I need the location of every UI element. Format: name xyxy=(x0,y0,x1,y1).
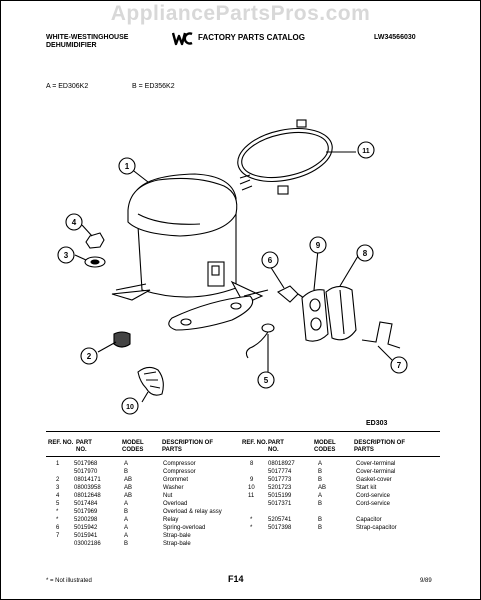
part-cell: 08012648 xyxy=(74,493,101,499)
callout-10-label: 10 xyxy=(126,404,134,411)
part-cell: 5015199 xyxy=(268,493,292,499)
catalog-number: LW34566030 xyxy=(374,34,416,41)
compressor-drawing xyxy=(112,174,262,330)
part-cell: 5201723 xyxy=(268,485,292,491)
ref-cell: 7 xyxy=(56,533,60,539)
watermark: AppliancePartsPros.com xyxy=(110,2,371,25)
desc-cell: Cover-terminal xyxy=(356,461,396,467)
ref-cell: 5 xyxy=(56,501,60,507)
part-cell: 5017773 xyxy=(268,477,292,483)
brand-line-1: WHITE-WESTINGHOUSE xyxy=(46,34,129,41)
strap-bale-drawing xyxy=(362,322,400,348)
model-cell: A xyxy=(124,517,129,523)
part-cell: 5017371 xyxy=(268,501,292,507)
model-a-label: A = ED306K2 xyxy=(46,83,89,90)
callout-3-label: 3 xyxy=(63,251,69,260)
header-ref-no-right: REF. NO. xyxy=(242,440,268,446)
nut-washer-drawing xyxy=(85,233,105,267)
part-cell: 5017969 xyxy=(74,509,98,515)
desc-cell: Start kit xyxy=(356,485,377,491)
part-cell: 5017484 xyxy=(74,501,98,507)
ref-cell: * xyxy=(250,517,253,523)
header-model-codes-right: MODEL CODES xyxy=(314,440,336,453)
part-cell: 5017970 xyxy=(74,469,98,475)
model-cell: B xyxy=(124,541,129,547)
desc-cell: Cover-terminal xyxy=(356,469,396,475)
service-cord-drawing xyxy=(233,120,337,194)
model-cell: B xyxy=(318,469,323,475)
model-cell: AB xyxy=(124,477,133,483)
desc-cell: Strap-bale xyxy=(163,533,191,539)
part-cell: 03002186 xyxy=(74,541,101,547)
desc-cell: Overload xyxy=(163,501,188,507)
part-cell: 5015942 xyxy=(74,525,98,531)
desc-cell: Grommet xyxy=(163,477,189,483)
part-cell: 5015941 xyxy=(74,533,98,539)
callout-7-label: 7 xyxy=(396,361,402,370)
catalog-title: FACTORY PARTS CATALOG xyxy=(198,33,305,42)
gasket-drawing xyxy=(302,290,328,341)
callout-8-label: 8 xyxy=(362,249,368,258)
callout-2-label: 2 xyxy=(86,352,92,361)
model-cell: A xyxy=(124,501,129,507)
ref-cell: 3 xyxy=(56,485,60,491)
ref-cell: 8 xyxy=(250,461,254,467)
model-cell: B xyxy=(318,525,323,531)
desc-cell: Overload & relay assy xyxy=(163,509,222,515)
part-cell: 5200298 xyxy=(74,517,98,523)
desc-cell: Gasket-cover xyxy=(356,477,392,483)
part-cell: 08014171 xyxy=(74,477,101,483)
model-cell: AB xyxy=(318,485,327,491)
table-top-rule xyxy=(46,431,440,432)
not-illustrated-note: * = Not illustrated xyxy=(46,578,92,584)
desc-cell: Compressor xyxy=(163,461,196,467)
desc-cell: Nut xyxy=(163,493,173,499)
desc-cell: Strap-bale xyxy=(163,541,191,547)
model-cell: A xyxy=(124,461,129,467)
model-cell: AB xyxy=(124,493,133,499)
callout-1-label: 1 xyxy=(124,162,130,171)
model-cell: B xyxy=(124,509,129,515)
model-cell: B xyxy=(318,501,323,507)
desc-cell: Spring-overload xyxy=(163,525,206,531)
callout-5-label: 5 xyxy=(263,376,269,385)
header-ref-no-left: REF. NO. xyxy=(48,440,74,446)
table-header-rule xyxy=(46,456,440,457)
model-cell: B xyxy=(318,517,323,523)
page-number: F14 xyxy=(228,574,244,584)
model-cell: B xyxy=(124,469,129,475)
overload-drawing xyxy=(278,286,304,302)
ref-cell: 11 xyxy=(248,493,255,499)
grommet-drawing xyxy=(114,332,130,347)
ref-cell: 9 xyxy=(250,477,254,483)
ref-cell: 4 xyxy=(56,493,60,499)
ref-cell: 6 xyxy=(56,525,60,531)
model-cell: A xyxy=(124,533,129,539)
ref-cell: 2 xyxy=(56,477,60,483)
spring-overload-drawing xyxy=(246,324,274,358)
callout-11-label: 11 xyxy=(362,148,370,155)
desc-cell: Compressor xyxy=(163,469,196,475)
model-cell: B xyxy=(318,477,323,483)
ref-cell: 10 xyxy=(248,485,255,491)
header-description-right: DESCRIPTION OF PARTS xyxy=(354,440,406,453)
desc-cell: Relay xyxy=(163,517,179,523)
callout-4-label: 4 xyxy=(71,218,77,227)
model-cell: A xyxy=(318,493,323,499)
part-cell: 5017774 xyxy=(268,469,292,475)
part-cell: 5017968 xyxy=(74,461,98,467)
ref-cell: * xyxy=(56,509,59,515)
desc-cell: Cord-service xyxy=(356,501,391,507)
desc-cell: Cord-service xyxy=(356,493,391,499)
ref-cell: * xyxy=(250,525,253,531)
model-cell: AB xyxy=(124,485,133,491)
brand-line-2: DEHUMIDIFIER xyxy=(46,42,97,49)
catalog-date: 9/89 xyxy=(420,578,432,584)
model-cell: A xyxy=(124,525,129,531)
header-description-left: DESCRIPTION OF PARTS xyxy=(162,440,214,453)
callout-circles xyxy=(58,142,407,414)
part-cell: 08003958 xyxy=(74,485,101,491)
ref-cell: * xyxy=(56,517,59,523)
header-part-no-right: PART NO. xyxy=(268,440,284,453)
callout-9-label: 9 xyxy=(315,241,321,250)
desc-cell: Washer xyxy=(163,485,184,491)
start-kit-drawing xyxy=(138,367,163,395)
model-b-label: B = ED356K2 xyxy=(132,83,175,90)
part-cell: 08018927 xyxy=(268,461,295,467)
part-cell: 5017398 xyxy=(268,525,292,531)
terminal-cover-drawing xyxy=(326,286,356,339)
figure-code: ED303 xyxy=(366,420,388,427)
part-cell: 5205741 xyxy=(268,517,292,523)
desc-cell: Strap-capacitor xyxy=(356,525,397,531)
ref-cell: 1 xyxy=(56,461,60,467)
callout-6-label: 6 xyxy=(267,256,273,265)
header-model-codes-left: MODEL CODES xyxy=(122,440,144,453)
header-part-no-left: PART NO. xyxy=(76,440,92,453)
desc-cell: Capacitor xyxy=(356,517,382,523)
model-cell: A xyxy=(318,461,323,467)
